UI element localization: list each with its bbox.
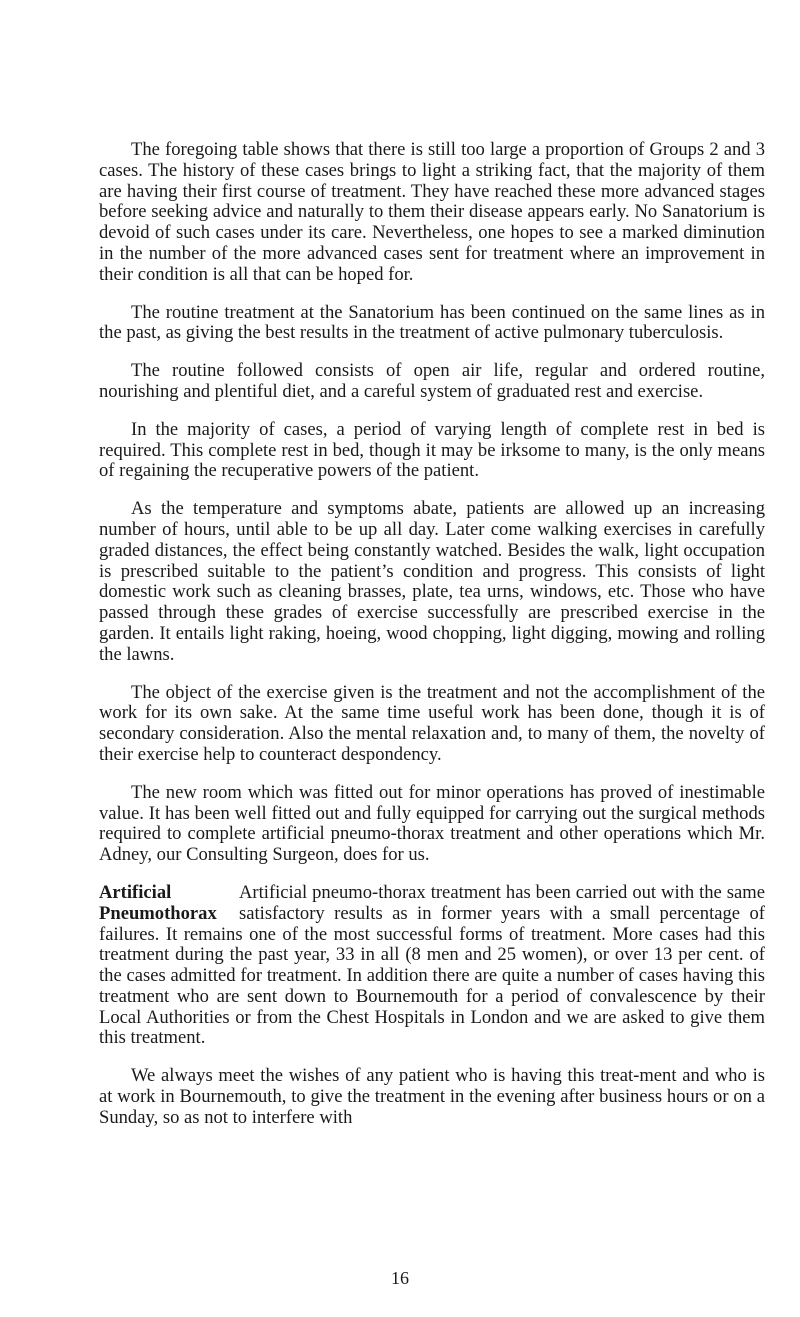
paragraph-exercise-grades: As the temperature and symptoms abate, patients are allowed up an increasing number of hours, until able to be up all day. Later come walking exercises in carefully graded distances, the effect being constantly watched. Besides the walk, light occupation is prescribed suitable to the patient’s condition and progress. This consists of light domestic work such as cleaning brasses, plate, tea urns, windows, etc. Those who have passed through these grades of exercise successfully are prescribed exercise in the garden. It entails light raking, hoeing, wood chopping, light digging, mowing and rolling the lawns. <box>99 498 765 665</box>
artificial-pneumothorax-section <box>99 883 765 1049</box>
document-page <box>99 140 765 1146</box>
paragraph-groups-cases: The foregoing table shows that there is still too large a proportion of Groups 2 and 3 cases. The history of these cases brings to light a striking fact, that the majority of them are having their first course of treatment. They have reached these more advanced stages before seeking advice and naturally to them their disease appears early. No Sanatorium is devoid of such cases under its care. Nevertheless, one hopes to see a marked diminution in the number of the more advanced cases sent for treatment where an improvement in their condition is all that can be hoped for. <box>99 139 765 285</box>
paragraph-complete-rest: In the majority of cases, a period of varying length of complete rest in bed is required. This complete rest in bed, though it may be irksome to many, is the only means of regaining the recuperative powers of the patient. <box>99 418 765 482</box>
side-heading-line2: Pneumothorax <box>99 902 217 924</box>
paragraph-artificial-pneumothorax: Artificial pneumo-thorax treatment has been carried out with the same satisfactory results as in former years with a small percentage of failures. It remains one of the most successful forms of treatment. More cases had this treatment during the past year, 33 in all (8 men and 25 women), or over 13 per cent. of the cases admitted for treatment. In addition there are quite a number of cases having this treatment who are sent down to Bournemouth for a period of convalescence by their Local Authorities or from the Chest Hospitals in London and we are asked to give them this treatment. <box>99 881 765 1049</box>
paragraph-routine-treatment: The routine treatment at the Sanatorium has been continued on the same lines as in the past, as giving the best results in the treatment of active pulmonary tuberculosis. <box>99 301 765 344</box>
paragraph-exercise-object: The object of the exercise given is the treatment and not the accomplishment of the work for its own sake. At the same time useful work has been done, though it is of secondary consideration. Also the mental relaxation and, to many of them, the novelty of their exercise help to counteract despondency. <box>99 681 765 765</box>
side-heading-line1: Artificial <box>99 881 172 903</box>
paragraph-patient-wishes: We always meet the wishes of any patient who is having this treat-ment and who is at work in Bournemouth, to give the treatment in the evening after business hours or on a Sunday, so as not to interfere with <box>99 1065 765 1128</box>
side-heading <box>99 883 231 925</box>
paragraph-operations-room: The new room which was fitted out for minor operations has proved of inestimable value. It has been well fitted out and fully equipped for carrying out the surgical methods required to complete artificial pneumo-thorax treatment and other operations which Mr. Adney, our Consulting Surgeon, does for us. <box>99 781 765 866</box>
paragraph-routine-followed: The routine followed consists of open air life, regular and ordered routine, nourishing and plentiful diet, and a careful system of graduated rest and exercise. <box>99 360 765 402</box>
page-number: 16 <box>391 1268 409 1288</box>
